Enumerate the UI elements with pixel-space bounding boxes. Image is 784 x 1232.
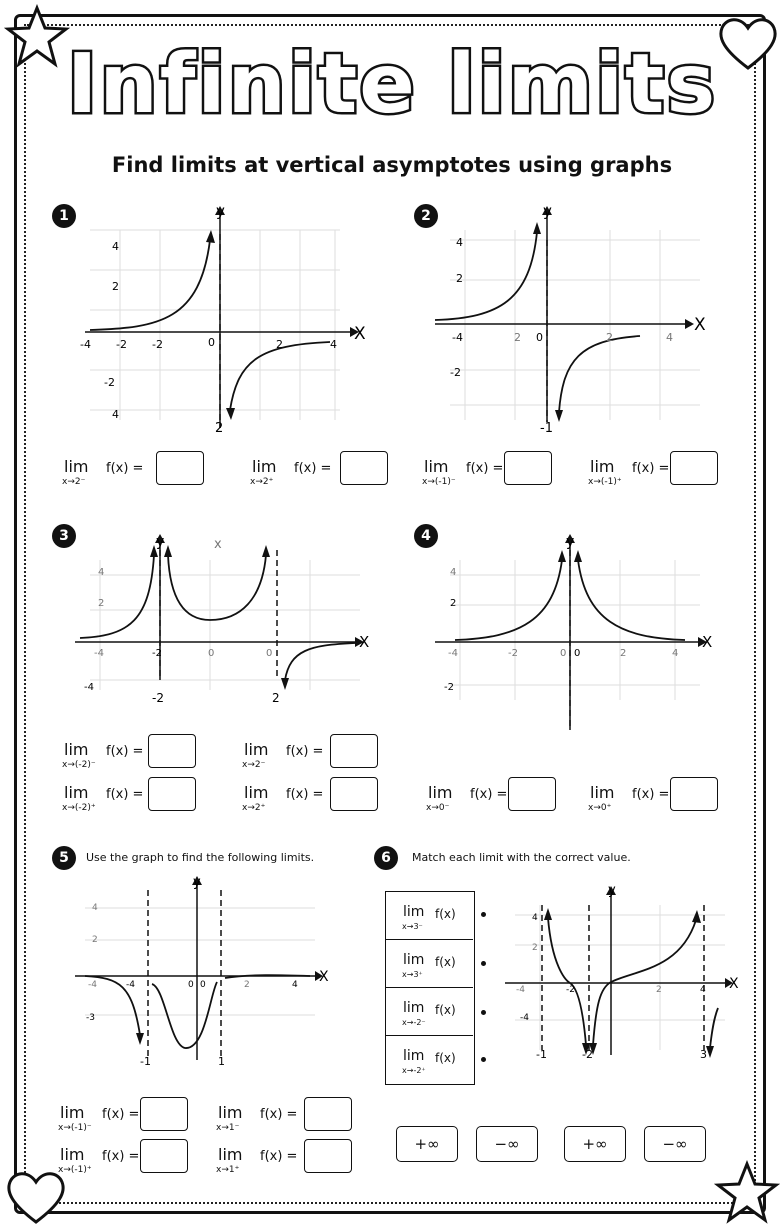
answer-box[interactable] [140,1097,188,1131]
graph-2 [430,200,730,440]
match-limits-table [385,891,475,1085]
answer-box[interactable] [330,734,378,768]
svg-text:-1: -1 [540,421,553,436]
match-dot[interactable] [481,1057,486,1062]
svg-text:2: 2 [620,648,627,659]
graph-1 [70,200,370,440]
answer-box[interactable] [304,1139,352,1173]
svg-text:-4: -4 [520,1013,529,1023]
graph-4 [430,530,730,730]
svg-text:-4: -4 [126,980,135,990]
svg-text:-1: -1 [140,1055,151,1068]
tick: -4 [80,338,91,351]
match-row[interactable]: lim x→-2⁻ f(x) [386,988,473,1036]
svg-text:4: 4 [450,567,457,578]
tick: -2 [116,338,127,351]
svg-text:-4: -4 [452,331,463,344]
svg-text:-4: -4 [88,980,97,990]
star-icon [714,1160,780,1226]
svg-text:0: 0 [266,648,273,659]
subtitle: Find limits at vertical asymptotes using graphs [111,153,673,177]
svg-text:2: 2 [450,598,457,609]
tick: 4 [330,338,337,351]
svg-text:0: 0 [200,980,206,990]
svg-text:2: 2 [272,691,280,705]
value-choice[interactable]: +∞ [564,1126,626,1162]
svg-text:y: y [193,875,201,890]
match-row[interactable]: lim x→-2⁺ f(x) [402,1048,456,1075]
graph-6 [500,880,750,1070]
page-title [0,34,784,138]
problem-number-1: 1 [52,204,76,228]
tick: 4 [112,408,119,421]
answer-box[interactable] [504,451,552,485]
svg-text:X: X [702,633,713,651]
svg-text:x: x [214,537,222,552]
svg-text:4: 4 [292,980,298,990]
svg-text:-2: -2 [152,648,162,659]
answer-box[interactable] [304,1097,352,1131]
svg-text:2: 2 [514,331,521,344]
answer-box[interactable] [140,1139,188,1173]
curve-left [90,240,210,330]
svg-text:2: 2 [456,272,463,285]
svg-text:2: 2 [244,980,250,990]
svg-text:-4: -4 [448,648,458,659]
svg-text:4: 4 [92,903,98,913]
problem-number-5: 5 [52,846,76,870]
match-row[interactable]: lim x→3⁻ f(x) [386,892,473,940]
svg-text:0: 0 [208,648,215,659]
svg-text:-1: -1 [536,1048,547,1061]
instruction-6: Match each limit with the correct value. [412,851,631,864]
svg-text:-2: -2 [450,366,461,379]
problem-number-2: 2 [414,204,438,228]
tick: 4 [112,240,119,253]
answer-box[interactable] [330,777,378,811]
answer-box[interactable] [508,777,556,811]
match-dot[interactable] [481,961,486,966]
svg-text:X: X [359,633,370,651]
answer-box[interactable] [156,451,204,485]
tick: 0 [208,336,215,349]
match-row[interactable]: lim x→3⁺ f(x) [386,940,473,988]
svg-text:0: 0 [188,980,194,990]
svg-text:2: 2 [606,331,613,344]
graph-5 [70,870,340,1070]
svg-text:0: 0 [560,648,567,659]
curve-right [230,342,330,410]
svg-text:y: y [543,202,552,220]
svg-text:0: 0 [536,331,543,344]
svg-text:0: 0 [574,648,581,659]
value-choice[interactable]: −∞ [644,1126,706,1162]
graph-3 [70,530,380,710]
answer-box[interactable] [340,451,388,485]
svg-text:-4: -4 [94,648,104,659]
asymptote-label: 2 [215,421,224,436]
answer-box[interactable] [148,777,196,811]
svg-text:3: 3 [700,1048,707,1061]
answer-box[interactable] [148,734,196,768]
svg-text:4: 4 [532,913,538,923]
value-choice[interactable]: +∞ [396,1126,458,1162]
tick: 2 [112,280,119,293]
svg-text:2: 2 [532,943,538,953]
svg-text:-3: -3 [86,1013,95,1023]
heart-icon [4,1166,68,1226]
svg-text:X: X [694,315,706,335]
y-axis-label: y [216,202,225,220]
svg-text:X: X [729,976,739,992]
title-text: Infinite limits [66,37,718,132]
tick: 2 [276,338,283,351]
svg-text:y: y [156,534,165,550]
match-dot[interactable] [481,912,486,917]
x-axis-label: X [354,324,366,344]
svg-text:4: 4 [666,331,673,344]
problem-number-4: 4 [414,524,438,548]
value-choice[interactable]: −∞ [476,1126,538,1162]
svg-text:-4: -4 [516,985,525,995]
answer-box[interactable] [670,777,718,811]
tick: -2 [104,376,115,389]
svg-text:-2: -2 [152,691,164,705]
instruction-5: Use the graph to find the following limits. [86,851,315,864]
match-dot[interactable] [481,1010,486,1015]
svg-text:X: X [319,969,329,985]
svg-text:4: 4 [456,236,463,249]
svg-text:2: 2 [92,935,98,945]
svg-text:4: 4 [700,985,706,995]
svg-text:y: y [566,534,575,550]
svg-text:1: 1 [218,1055,225,1068]
svg-text:2: 2 [656,985,662,995]
answer-box[interactable] [670,451,718,485]
svg-text:-2: -2 [566,985,575,995]
svg-text:y: y [608,883,616,898]
svg-text:4: 4 [98,567,105,578]
svg-text:-4: -4 [84,682,94,693]
svg-text:-2: -2 [508,648,518,659]
problem-number-3: 3 [52,524,76,548]
tick: -2 [152,338,163,351]
svg-text:-2: -2 [582,1048,593,1061]
problem-number-6: 6 [374,846,398,870]
svg-text:-2: -2 [444,682,454,693]
svg-text:2: 2 [98,598,105,609]
svg-text:4: 4 [672,648,679,659]
